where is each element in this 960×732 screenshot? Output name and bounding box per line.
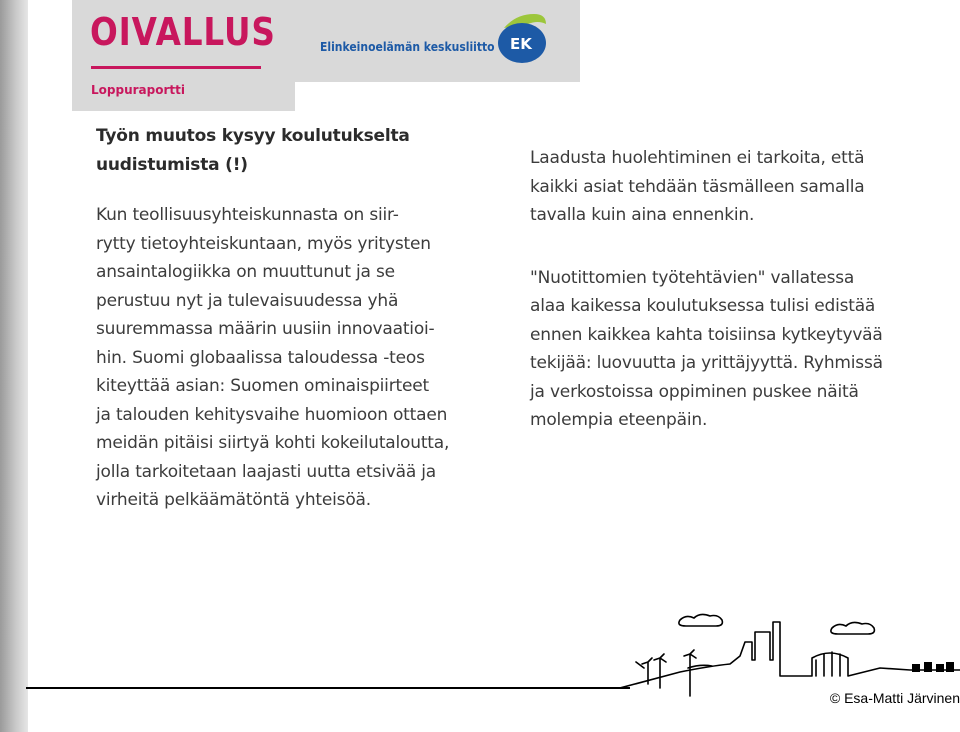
report-label: Loppuraportti bbox=[91, 83, 185, 97]
city-skyline-illustration bbox=[620, 610, 960, 700]
left-text-column bbox=[96, 122, 476, 533]
text-line: Laadusta huolehtiminen ei tarkoita, että bbox=[530, 148, 865, 168]
text-line: Kun teollisuusyhteiskunnasta on siir- bbox=[96, 205, 399, 225]
text-line: ja verkostoissa oppiminen puskee näitä bbox=[530, 381, 859, 402]
text-line: meidän pitäisi siirtyä kohti kokeilutaloutta, bbox=[96, 433, 450, 453]
text-line: tekijää: luovuutta ja yrittäjyyttä. Ryhmissä bbox=[530, 353, 883, 373]
left-edge-shade bbox=[0, 0, 28, 732]
oivallus-logo: OIVALLUS bbox=[90, 10, 276, 54]
logo-underline bbox=[91, 66, 261, 69]
text-line: suuremmassa määrin uusiin innovaatioi- bbox=[96, 319, 435, 339]
text-line: virheitä pelkäämätöntä yhteisöä. bbox=[96, 490, 371, 510]
text-line: jolla tarkoitetaan laajasti uutta etsivää ja bbox=[96, 461, 437, 482]
text-line: ansaintalogiikka on muuttunut ja se bbox=[96, 262, 395, 282]
ek-org-name: Elinkeinoelämän keskusliitto bbox=[320, 40, 495, 54]
text-line: tavalla kuin aina ennenkin. bbox=[530, 205, 755, 225]
ek-logo-text: EK bbox=[510, 35, 532, 53]
text-line: rytty tietoyhteiskuntaan, myös yritysten bbox=[96, 233, 431, 254]
section-heading bbox=[96, 122, 476, 179]
text-line: "Nuotittomien työtehtävien" vallatessa bbox=[530, 267, 855, 288]
ground-line bbox=[26, 687, 630, 689]
heading-line: Työn muutos kysyy koulutukselta bbox=[96, 126, 410, 146]
text-line: perustuu nyt ja tulevaisuudessa yhä bbox=[96, 290, 399, 311]
body-paragraph bbox=[96, 201, 476, 515]
heading-line: uudistumista (!) bbox=[96, 154, 248, 175]
text-line: molempia eteenpäin. bbox=[530, 410, 708, 430]
quote-paragraph-2 bbox=[530, 264, 940, 435]
text-line: ennen kaikkea kahta toisiinsa kytkeytyvää bbox=[530, 324, 883, 345]
text-line: alaa kaikessa koulutuksessa tulisi edistää bbox=[530, 296, 876, 316]
text-line: ja talouden kehitysvaihe huomioon ottaen bbox=[96, 404, 448, 425]
ek-logo-icon bbox=[494, 12, 550, 64]
quote-paragraph-1 bbox=[530, 144, 940, 230]
text-line: kiteyttää asian: Suomen ominaispiirteet bbox=[96, 376, 429, 396]
right-text-column bbox=[530, 144, 940, 453]
copyright-notice: © Esa-Matti Järvinen bbox=[829, 690, 960, 706]
text-line: kaikki asiat tehdään täsmälleen samalla bbox=[530, 176, 865, 197]
text-line: hin. Suomi globaalissa taloudessa -teos bbox=[96, 347, 425, 368]
